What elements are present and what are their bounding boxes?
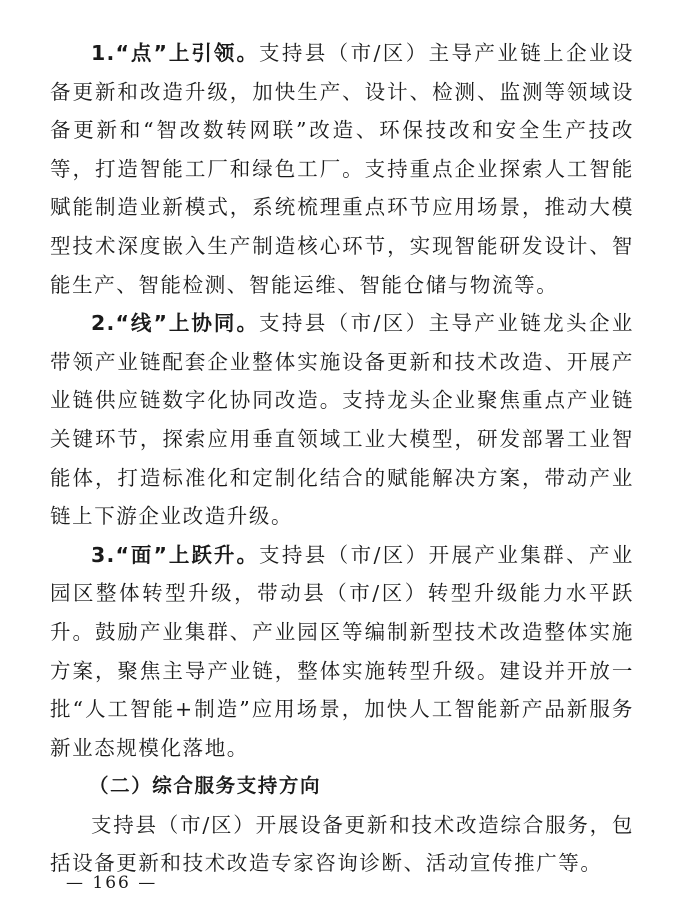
paragraph-line-collaboration bbox=[50, 304, 634, 536]
section-heading: （二）综合服务支持方向 bbox=[89, 774, 322, 798]
page-number: — 166 — bbox=[66, 873, 158, 893]
paragraph-lead: 1.“点”上引领。 bbox=[91, 41, 259, 65]
paragraph-lead: 2.“线”上协同。 bbox=[91, 311, 259, 336]
paragraph-point-guidance bbox=[50, 34, 634, 304]
paragraph-body: 支持县（市/区）主导产业链上企业设备更新和改造升级，加快生产、设计、检测、监测等领域设备更新和“智改数转网联”改造、环保技改和安全生产技改等，打造智能工厂和绿色工厂。支持重点企业探索人工智能赋能制造业新模式，系统梳理重点环节应用场景，推动大模型技术深度嵌入生产制造核心环节，实现智能研发设计、智能生产、智能检测、智能运维、智能仓储与物流等。 bbox=[50, 41, 634, 297]
paragraph-body: 支持县（市/区）开展产业集群、产业园区整体转型升级，带动县（市/区）转型升级能力水平跃升。鼓励产业集群、产业园区等编制新型技术改造整体实施方案，聚焦主导产业链，整体实施转型升级。建设并开放一批“人工智能+制造”应用场景，加快人工智能新产品新服务新业态规模化落地。 bbox=[50, 542, 634, 760]
section-paragraph: 支持县（市/区）开展设备更新和技术改造综合服务，包括设备更新和技术改造专家咨询诊断、活动宣传推广等。 bbox=[50, 812, 634, 876]
paragraph-body: 支持县（市/区）主导产业链龙头企业带领产业链配套企业整体实施设备更新和技术改造、开展产业链供应链数字化协同改造。支持龙头企业聚焦重点产业链关键环节，探索应用垂直领域工业大模型，研发部署工业智能体，打造标准化和定制化结合的赋能解决方案，带动产业链上下游企业改造升级。 bbox=[50, 311, 634, 529]
paragraph-surface-leap bbox=[50, 536, 634, 768]
paragraph-lead: 3.“面”上跃升。 bbox=[91, 542, 259, 567]
